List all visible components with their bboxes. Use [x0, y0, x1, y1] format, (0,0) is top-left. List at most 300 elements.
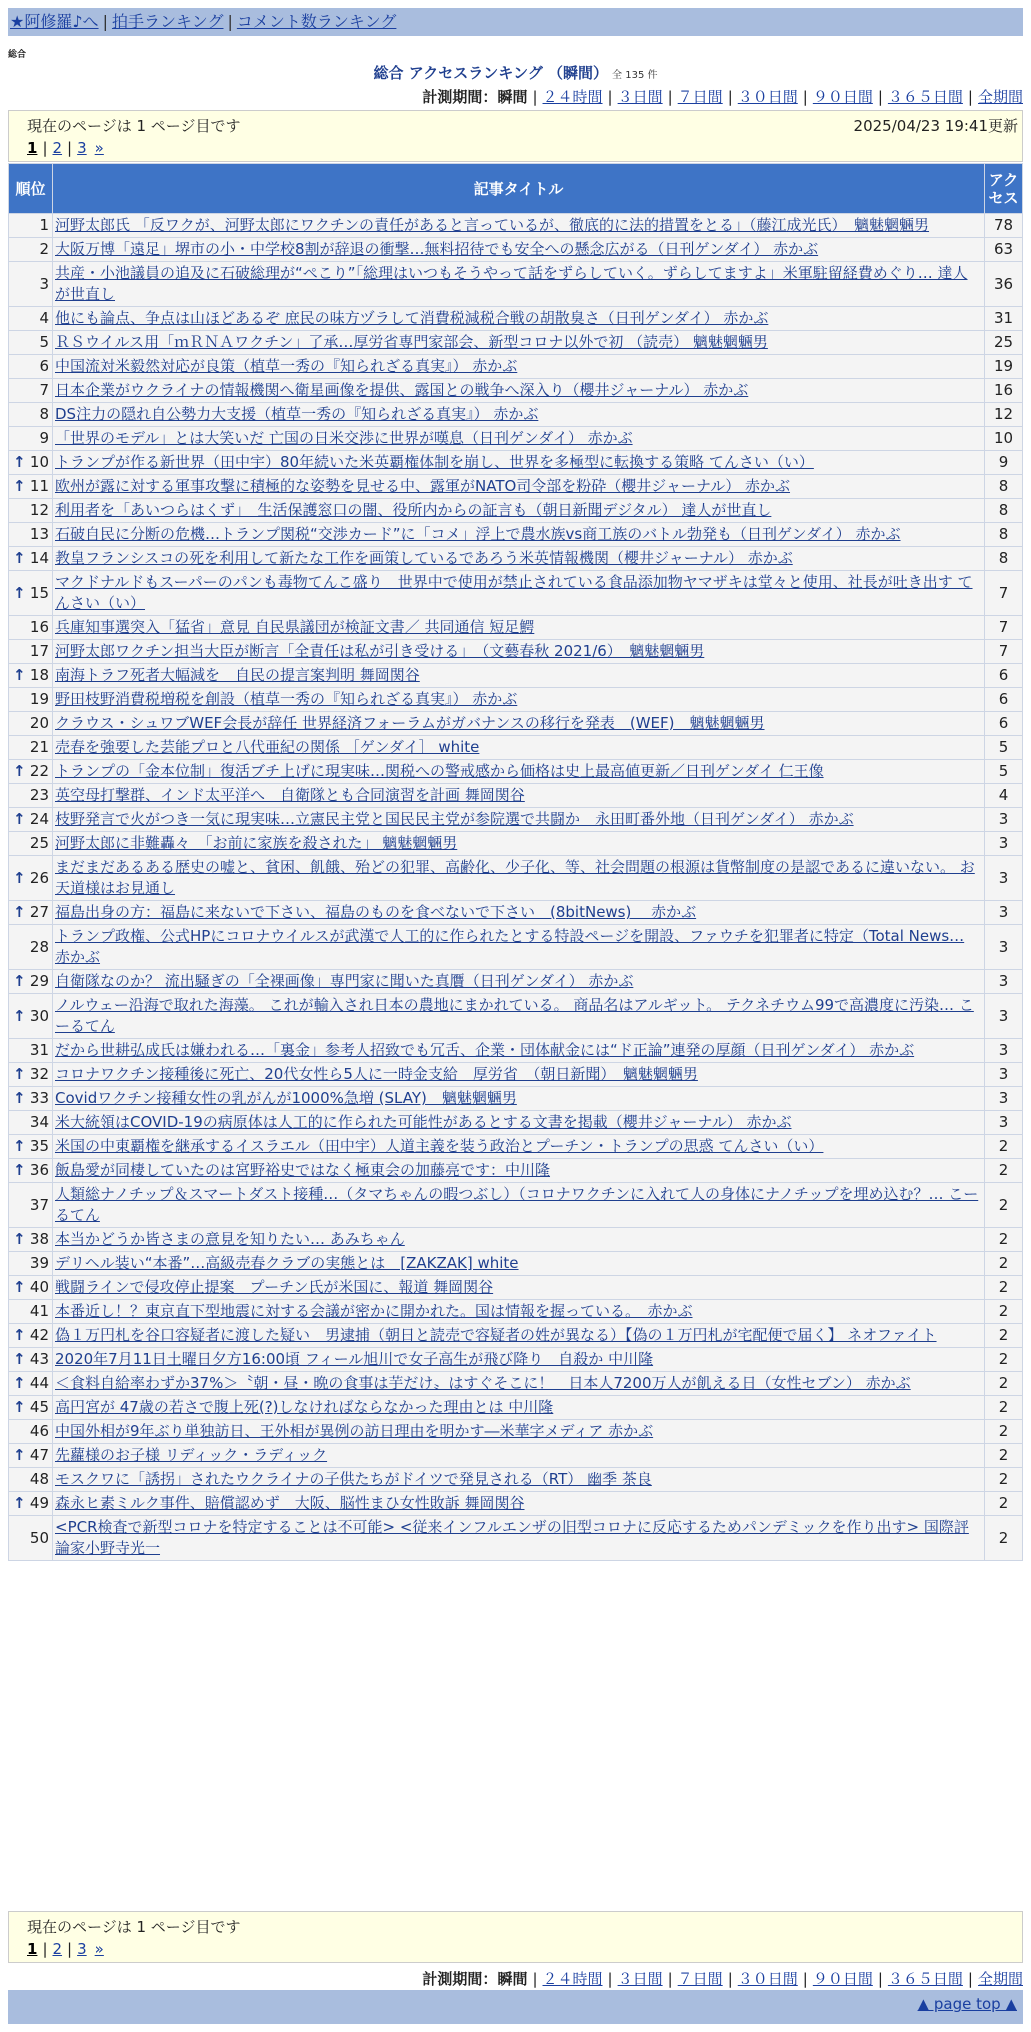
rank-number: 36 — [29, 1161, 49, 1179]
access-count: 9 — [985, 451, 1023, 475]
table-row — [9, 1468, 1023, 1492]
rank-number: 50 — [29, 1528, 49, 1547]
rank-cell — [9, 664, 53, 688]
rank-number: 29 — [29, 972, 49, 990]
table-row — [9, 970, 1023, 994]
rank-number: 17 — [29, 642, 49, 660]
period-option-link[interactable]: ３日間 — [617, 1970, 663, 1988]
article-title-link[interactable]: クラウス・シュワブWEF会長が辞任 世界経済フォーラムがガバナンスの移行を発表 (WEF) 魑魅魍魎男 — [55, 714, 765, 732]
rank-number: 45 — [29, 1398, 49, 1416]
article-title-link[interactable]: 偽１万円札を谷口容疑者に渡した疑い 男逮捕（朝日と読売で容疑者の姓が異なる）【偽の１万円札が宅配便で届く】 ネオファイト — [55, 1326, 937, 1344]
table-row — [9, 760, 1023, 784]
rank-cell — [9, 262, 53, 307]
access-count: 3 — [985, 901, 1023, 925]
title-cell — [53, 1111, 985, 1135]
access-count: 6 — [985, 688, 1023, 712]
rank-number: 25 — [29, 834, 49, 852]
access-count: 25 — [985, 331, 1023, 355]
up-arrow-icon: ↑ — [13, 762, 26, 780]
article-title-link[interactable]: トランプ政権、公式HPにコロナウイルスが武漢で人工的に作られたとする特設ページを開設、ファウチを犯罪者に特定（Total News… 赤かぶ — [55, 927, 965, 966]
page-link[interactable]: 2 — [52, 139, 63, 157]
table-row — [9, 499, 1023, 523]
rank-number: 22 — [29, 762, 49, 780]
access-count: 6 — [985, 664, 1023, 688]
access-count: 7 — [985, 640, 1023, 664]
access-count: 2 — [985, 1252, 1023, 1276]
rank-number: 15 — [29, 583, 49, 602]
nav-home-link[interactable]: ★阿修羅♪へ — [10, 12, 99, 31]
table-row — [9, 1348, 1023, 1372]
article-title-link[interactable]: 人類総ナノチップ＆スマートダスト接種…（タマちゃんの暇つぶし）（コロナワクチンに入れて人の身体にナノチップを埋め込む？… こーるてん — [55, 1185, 979, 1224]
nav-clap-ranking-link[interactable]: 拍手ランキング — [111, 12, 224, 31]
rank-cell — [9, 1063, 53, 1087]
period-separator: | — [667, 88, 673, 106]
article-title-link[interactable]: 「世界のモデル」とは大笑いだ 亡国の日米交渉に世界が嘆息（日刊ゲンダイ） 赤かぶ — [55, 429, 633, 447]
up-arrow-icon: ↑ — [13, 1065, 26, 1083]
updated-timestamp: 2025/04/23 19:41更新 — [853, 117, 1018, 135]
article-title-link[interactable]: 売春を強要した芸能プロと八代亜紀の関係 ［ゲンダイ］ white — [55, 738, 480, 756]
title-cell — [53, 1039, 985, 1063]
table-row — [9, 1516, 1023, 1561]
table-row — [9, 616, 1023, 640]
table-row — [9, 427, 1023, 451]
period-label: 計測期間： — [422, 1970, 498, 1988]
rank-cell — [9, 1252, 53, 1276]
rank-number: 27 — [29, 903, 49, 921]
access-count: 2 — [985, 1300, 1023, 1324]
rank-number: 24 — [29, 810, 49, 828]
title-cell — [53, 664, 985, 688]
table-row — [9, 832, 1023, 856]
table-row — [9, 994, 1023, 1039]
footer-bar — [8, 1990, 1023, 2024]
table-row — [9, 1420, 1023, 1444]
article-title-link[interactable]: 石破自民に分断の危機…トランプ関税“交渉カード”に「コメ」浮上で農水族vs商工族のバトル勃発も（日刊ゲンダイ） 赤かぶ — [55, 525, 901, 543]
access-count: 10 — [985, 427, 1023, 451]
table-row — [9, 331, 1023, 355]
rank-cell — [9, 1135, 53, 1159]
period-option-link[interactable]: ２４時間 — [542, 88, 603, 106]
rank-cell — [9, 1348, 53, 1372]
rank-number: 32 — [29, 1065, 49, 1083]
page-top-link[interactable]: ▲ page top ▲ — [917, 1995, 1017, 2013]
rank-number: 10 — [29, 453, 49, 471]
up-arrow-icon: ↑ — [13, 583, 26, 602]
rank-number: 3 — [39, 274, 49, 293]
rank-number: 19 — [29, 690, 49, 708]
pagination-box-top — [8, 110, 1023, 162]
table-row — [9, 712, 1023, 736]
period-option-link[interactable]: ９０日間 — [812, 88, 873, 106]
access-count: 2 — [985, 1159, 1023, 1183]
header-access: アクセス — [985, 164, 1023, 214]
rank-number: 34 — [29, 1113, 49, 1131]
rank-number: 6 — [39, 357, 49, 375]
rank-cell — [9, 1468, 53, 1492]
up-arrow-icon: ↑ — [13, 1006, 26, 1025]
up-arrow-icon: ↑ — [13, 477, 26, 495]
page-link[interactable]: 3 — [77, 139, 87, 157]
article-title-link[interactable]: 米国の中東覇権を継承するイスラエル（田中宇）人道主義を装う政治とプーチン・トランプの思惑 てんさい（い） — [55, 1137, 824, 1155]
article-title-link[interactable]: 野田枝野消費税増税を創設（植草一秀の『知られざる真実』） 赤かぶ — [55, 690, 518, 708]
title-cell — [53, 970, 985, 994]
article-title-link[interactable]: 大阪万博「遠足」堺市の小・中学校8割が辞退の衝撃…無料招待でも安全への懸念広がる（日刊ゲンダイ） 赤かぶ — [55, 240, 819, 258]
period-option-link[interactable]: ７日間 — [677, 88, 723, 106]
up-arrow-icon: ↑ — [13, 1398, 26, 1416]
access-count: 8 — [985, 523, 1023, 547]
period-option-link[interactable]: ３０日間 — [737, 88, 798, 106]
table-row — [9, 523, 1023, 547]
table-row — [9, 1159, 1023, 1183]
period-option-link[interactable]: ２４時間 — [542, 1970, 603, 1988]
title-cell — [53, 1252, 985, 1276]
table-row — [9, 403, 1023, 427]
article-title-link[interactable]: DS注力の隠れ自公勢力大支援（植草一秀の『知られざる真実』） 赤かぶ — [55, 405, 539, 423]
table-row — [9, 1300, 1023, 1324]
access-count: 6 — [985, 712, 1023, 736]
table-row — [9, 307, 1023, 331]
access-count: 2 — [985, 1348, 1023, 1372]
rank-cell — [9, 832, 53, 856]
title-cell — [53, 1348, 985, 1372]
rank-cell — [9, 379, 53, 403]
title-cell — [53, 1492, 985, 1516]
period-selector-top — [422, 86, 1023, 107]
rank-number: 9 — [39, 429, 49, 447]
access-count: 3 — [985, 970, 1023, 994]
article-title-link[interactable]: だから世耕弘成氏は嫌われる…「裏金」参考人招致でも冗舌、企業・団体献金には“ド正論”連発の厚顔（日刊ゲンダイ） 赤かぶ — [55, 1041, 915, 1059]
page-links — [27, 139, 104, 157]
rank-cell — [9, 475, 53, 499]
period-option-link[interactable]: 全期間 — [977, 1970, 1023, 1988]
table-row — [9, 355, 1023, 379]
rank-number: 44 — [29, 1374, 49, 1392]
up-arrow-icon: ↑ — [13, 868, 26, 887]
rank-number: 1 — [39, 216, 49, 234]
up-arrow-icon: ↑ — [13, 1089, 26, 1107]
article-title-link[interactable]: 南海トラフ死者大幅減を 自民の提言案判明 舞岡関谷 — [55, 666, 420, 684]
access-count: 3 — [985, 1063, 1023, 1087]
access-count: 3 — [985, 1111, 1023, 1135]
up-arrow-icon: ↑ — [13, 1350, 26, 1368]
period-separator: | — [607, 88, 613, 106]
up-arrow-icon: ↑ — [13, 1446, 26, 1464]
table-row — [9, 262, 1023, 307]
table-row — [9, 901, 1023, 925]
article-title-link[interactable]: 日本企業がウクライナの情報機関へ衛星画像を提供、露国との戦争へ深入り（櫻井ジャーナル） 赤かぶ — [55, 381, 749, 399]
title-cell — [53, 1228, 985, 1252]
article-title-link[interactable]: 欧州が露に対する軍事攻撃に積極的な姿勢を見せる中、露軍がNATO司令部を粉砕（櫻井ジャーナル） 赤かぶ — [55, 477, 791, 495]
access-count: 7 — [985, 616, 1023, 640]
rank-cell — [9, 499, 53, 523]
period-separator: | — [607, 1970, 613, 1988]
article-title-link[interactable]: ノルウェー沿海で取れた海藻。 これが輸入され日本の農地にまかれている。 商品名はアルギット。 テクネチウム99で高濃度に汚染… こーるてん — [55, 996, 974, 1035]
title-cell — [53, 784, 985, 808]
table-row — [9, 1492, 1023, 1516]
rank-cell — [9, 901, 53, 925]
up-arrow-icon: ↑ — [13, 1494, 26, 1512]
up-arrow-icon: ↑ — [13, 810, 26, 828]
table-row — [9, 1396, 1023, 1420]
table-row — [9, 1252, 1023, 1276]
period-current: 瞬間 — [497, 1970, 528, 1988]
rank-cell — [9, 1228, 53, 1252]
period-option-link[interactable]: ７日間 — [677, 1970, 723, 1988]
title-cell — [53, 808, 985, 832]
article-title-link[interactable]: 河野太郎に非難轟々 「お前に家族を殺された」 魑魅魍魎男 — [55, 834, 458, 852]
article-title-link[interactable]: 英空母打撃群、インド太平洋へ 自衛隊とも合同演習を計画 舞岡関谷 — [55, 786, 525, 804]
rank-cell — [9, 784, 53, 808]
table-row — [9, 214, 1023, 238]
rank-cell — [9, 1159, 53, 1183]
title-cell — [53, 1324, 985, 1348]
up-arrow-icon: ↑ — [13, 972, 26, 990]
rank-cell — [9, 1516, 53, 1561]
article-title-link[interactable]: マクドナルドもスーパーのパンも毒物てんこ盛り 世界中で使用が禁止されている食品添加物ヤマザキは堂々と使用、社長が吐き出す てんさい（い） — [55, 573, 973, 612]
table-row — [9, 664, 1023, 688]
article-title-link[interactable]: 先蘿様のお子様 リディック・ラディック — [55, 1446, 328, 1464]
nav-comment-ranking-link[interactable]: コメント数ランキング — [236, 12, 397, 31]
article-title-link[interactable]: ＜食料自給率わずか37%＞〝朝・昼・晩の食事は芋だけ〟はすぐそこに！ 日本人7200万人が飢える日（女性セブン） 赤かぶ — [55, 1374, 911, 1392]
up-arrow-icon: ↑ — [13, 1326, 26, 1344]
article-title-link[interactable]: 兵庫知事選突入「猛省」意見 自民県議団が検証文書／ 共同通信 短足鰐 — [55, 618, 535, 636]
article-title-link[interactable]: ＲＳウイルス用「ｍＲＮＡワクチン」了承…厚労省専門家部会、新型コロナ以外で初 （読売） 魑魅魍魎男 — [55, 333, 768, 351]
title-cell — [53, 925, 985, 970]
access-count: 5 — [985, 760, 1023, 784]
table-row — [9, 784, 1023, 808]
period-option-link[interactable]: ３６５日間 — [887, 1970, 963, 1988]
period-option-link[interactable]: ３６５日間 — [887, 88, 963, 106]
article-title-link[interactable]: トランプが作る新世界（田中宇）80年続いた米英覇権体制を崩し、世界を多極型に転換する策略 てんさい（い） — [55, 453, 814, 471]
article-title-link[interactable]: 中国流対米毅然対応が良策（植草一秀の『知られざる真実』） 赤かぶ — [55, 357, 518, 375]
article-title-link[interactable]: 高円宮が 47歳の若さで腹上死(?)しなければならなかった理由とは 中川隆 — [55, 1398, 554, 1416]
page-separator: | — [42, 139, 48, 157]
title-cell — [53, 760, 985, 784]
top-nav-bar — [8, 8, 1023, 36]
article-title-link[interactable]: Covidワクチン接種女性の乳がんが1000%急増 (SLAY) 魑魅魍魎男 — [55, 1089, 517, 1107]
article-title-link[interactable]: コロナワクチン接種後に死亡、20代女性ら5人に一時金支給 厚労省 （朝日新聞） 魑魅魍魎男 — [55, 1065, 698, 1083]
rank-number: 46 — [29, 1422, 49, 1440]
up-arrow-icon: ↑ — [13, 1161, 26, 1179]
title-cell — [53, 688, 985, 712]
access-count: 16 — [985, 379, 1023, 403]
title-cell — [53, 1300, 985, 1324]
title-cell — [53, 262, 985, 307]
header-title: 記事タイトル — [53, 164, 985, 214]
access-count: 2 — [985, 1183, 1023, 1228]
rank-cell — [9, 688, 53, 712]
rank-cell — [9, 1492, 53, 1516]
period-separator: | — [802, 88, 808, 106]
title-cell — [53, 1468, 985, 1492]
access-count: 3 — [985, 994, 1023, 1039]
rank-number: 48 — [29, 1470, 49, 1488]
rank-number: 11 — [29, 477, 49, 495]
title-cell — [53, 1135, 985, 1159]
table-row — [9, 547, 1023, 571]
title-cell — [53, 331, 985, 355]
title-cell — [53, 403, 985, 427]
rank-number: 42 — [29, 1326, 49, 1344]
up-arrow-icon: ↑ — [13, 903, 26, 921]
access-count: 3 — [985, 832, 1023, 856]
article-title-link[interactable]: 福島出身の方：福島に来ないで下さい、福島のものを食べないで下さい (8bitNews) 赤かぶ — [55, 903, 697, 921]
article-title-link[interactable]: まだまだあるある歴史の嘘と、貧困、飢餓、殆どの犯罪、高齢化、少子化、等、社会問題の根源は貨幣制度の是認であるに違いない。 お天道様はお見通し — [55, 858, 975, 897]
table-row — [9, 1087, 1023, 1111]
rank-number: 28 — [29, 937, 49, 956]
article-title-link[interactable]: 本番近し！？東京直下型地震に対する会議が密かに開かれた。国は情報を握っている。 赤かぶ — [55, 1302, 693, 1320]
table-row — [9, 1135, 1023, 1159]
rank-cell — [9, 307, 53, 331]
title-cell — [53, 523, 985, 547]
access-count: 2 — [985, 1468, 1023, 1492]
rank-number: 35 — [29, 1137, 49, 1155]
article-title-link[interactable]: 本当かどうか皆さまの意見を知りたい… あみちゃん — [55, 1230, 405, 1248]
title-cell — [53, 238, 985, 262]
page-link[interactable]: 3 — [77, 1940, 87, 1958]
rank-cell — [9, 451, 53, 475]
title-cell — [53, 475, 985, 499]
access-count: 78 — [985, 214, 1023, 238]
rank-cell — [9, 547, 53, 571]
article-title-link[interactable]: 米大統領はCOVID-19の病原体は人工的に作られた可能性があるとする文書を掲載（櫻井ジャーナル） 赤かぶ — [55, 1113, 792, 1131]
rank-number: 21 — [29, 738, 49, 756]
rank-number: 49 — [29, 1494, 49, 1512]
period-option-link[interactable]: ３日間 — [617, 88, 663, 106]
article-title-link[interactable]: 河野太郎ワクチン担当大臣が断言「全責任は私が引き受ける」 （文藝春秋 2021/6） 魑魅魍魎男 — [55, 642, 705, 660]
page-separator: | — [42, 1940, 48, 1958]
period-separator: | — [877, 1970, 883, 1988]
article-title-link[interactable]: 教皇フランシスコの死を利用して新たな工作を画策しているであろう米英情報機関（櫻井ジャーナル） 赤かぶ — [55, 549, 793, 567]
rank-cell — [9, 1087, 53, 1111]
period-option-link[interactable]: ３０日間 — [737, 1970, 798, 1988]
period-option-link[interactable]: ９０日間 — [812, 1970, 873, 1988]
period-separator: | — [727, 88, 733, 106]
access-count: 8 — [985, 499, 1023, 523]
period-option-link[interactable]: 全期間 — [977, 88, 1023, 106]
page-link[interactable]: 2 — [52, 1940, 63, 1958]
table-row — [9, 1372, 1023, 1396]
title-cell — [53, 1396, 985, 1420]
access-count: 2 — [985, 1135, 1023, 1159]
next-page-link[interactable]: » — [94, 139, 104, 157]
rank-cell — [9, 571, 53, 616]
article-title-link[interactable]: 森永ヒ素ミルク事件、賠償認めず 大阪、脳性まひ女性敗訴 舞岡関谷 — [55, 1494, 525, 1512]
rank-number: 33 — [29, 1089, 49, 1107]
access-count: 5 — [985, 736, 1023, 760]
rank-number: 26 — [29, 868, 49, 887]
access-count: 3 — [985, 1087, 1023, 1111]
table-row — [9, 475, 1023, 499]
up-arrow-icon: ↑ — [13, 1137, 26, 1155]
article-title-link[interactable]: <PCR検査で新型コロナを特定することは不可能> <従来インフルエンザの旧型コロナに反応するためパンデミックを作り出す> 国際評論家小野寺光一 — [55, 1518, 969, 1557]
rank-number: 4 — [39, 309, 49, 327]
access-count: 2 — [985, 1372, 1023, 1396]
header-rank: 順位 — [9, 164, 53, 214]
period-separator: | — [532, 1970, 538, 1988]
up-arrow-icon: ↑ — [13, 1374, 26, 1392]
rank-number: 8 — [39, 405, 49, 423]
rank-cell — [9, 1372, 53, 1396]
article-title-link[interactable]: 他にも論点、争点は山ほどあるぞ 庶民の味方ヅラして消費税減税合戦の胡散臭さ（日刊ゲンダイ） 赤かぶ — [55, 309, 769, 327]
title-cell — [53, 1276, 985, 1300]
rank-cell — [9, 403, 53, 427]
table-row — [9, 571, 1023, 616]
title-cell — [53, 640, 985, 664]
article-title-link[interactable]: 河野太郎氏 「反ワクが、河野太郎にワクチンの責任があると言っているが、徹底的に法的措置をとる」（藤江成光氏） 魑魅魍魎男 — [55, 216, 930, 234]
table-row — [9, 808, 1023, 832]
access-count: 7 — [985, 571, 1023, 616]
article-title-link[interactable]: 利用者を「あいつらはくず」 生活保護窓口の闇、役所内からの証言も（朝日新聞デジタル） 達人が世直し — [55, 501, 772, 519]
ranking-rows — [9, 214, 1023, 1561]
title-cell — [53, 1063, 985, 1087]
item-count: 全 135 件 — [612, 70, 658, 81]
article-title-link[interactable]: トランプの「金本位制」復活ブチ上げに現実味…関税への警戒感から価格は史上最高値更新／日刊ゲンダイ 仁王像 — [55, 762, 824, 780]
rank-number: 18 — [29, 666, 49, 684]
page-separator: | — [67, 139, 73, 157]
article-title-link[interactable]: モスクワに「誘拐」されたウクライナの子供たちがドイツで発見される（RT） 幽季 茶良 — [55, 1470, 652, 1488]
period-separator: | — [967, 1970, 973, 1988]
article-title-link[interactable]: 中国外相が9年ぶり単独訪日、王外相が異例の訪日理由を明かす―米華字メディア 赤かぶ — [55, 1422, 654, 1440]
pagination-box-bottom — [8, 1911, 1023, 1963]
period-separator: | — [967, 88, 973, 106]
title-cell — [53, 427, 985, 451]
title-cell — [53, 736, 985, 760]
title-cell — [53, 1516, 985, 1561]
title-cell — [53, 901, 985, 925]
table-row — [9, 1324, 1023, 1348]
access-count: 63 — [985, 238, 1023, 262]
next-page-link[interactable]: » — [94, 1940, 104, 1958]
rank-cell — [9, 1300, 53, 1324]
access-count: 31 — [985, 307, 1023, 331]
article-title-link[interactable]: 共産・小池議員の追及に石破総理が“ぺこり”「総理はいつもそうやって話をずらしていく。ずらしてますよ」米軍駐留経費めぐり… 達人が世直し — [55, 264, 968, 303]
article-title-link[interactable]: 戦闘ラインで侵攻停止提案 プーチン氏が米国に、報道 舞岡関谷 — [55, 1278, 494, 1296]
article-title-link[interactable]: 2020年7月11日土曜日夕方16:00頃 フィール旭川で女子高生が飛び降り 自殺か 中川隆 — [55, 1350, 654, 1368]
article-title-link[interactable]: 枝野発言で火がつき一気に現実味…立憲民主党と国民民主党が参院選で共闘か 永田町番外地（日刊ゲンダイ） 赤かぶ — [55, 810, 854, 828]
title-cell — [53, 832, 985, 856]
rank-number: 47 — [29, 1446, 49, 1464]
access-count: 3 — [985, 808, 1023, 832]
rank-number: 13 — [29, 525, 49, 543]
article-title-link[interactable]: デリヘル装い“本番”…高級売春クラブの実態とは [ZAKZAK] white — [55, 1254, 519, 1272]
title-cell — [53, 1372, 985, 1396]
access-count: 2 — [985, 1516, 1023, 1561]
access-count: 3 — [985, 925, 1023, 970]
access-count: 2 — [985, 1324, 1023, 1348]
table-row — [9, 451, 1023, 475]
period-separator: | — [727, 1970, 733, 1988]
rank-cell — [9, 712, 53, 736]
rank-number: 12 — [29, 501, 49, 519]
article-title-link[interactable]: 飯島愛が同棲していたのは宮野裕史ではなく極東会の加藤亮です：中川隆 — [55, 1161, 551, 1179]
table-row — [9, 856, 1023, 901]
page-current: 1 — [27, 139, 38, 157]
article-title-link[interactable]: 自衛隊なのか？ 流出騒ぎの「全裸画像」専門家に聞いた真贋（日刊ゲンダイ） 赤かぶ — [55, 972, 634, 990]
title-cell — [53, 451, 985, 475]
rank-cell — [9, 925, 53, 970]
access-count: 2 — [985, 1492, 1023, 1516]
title-cell — [53, 994, 985, 1039]
period-separator: | — [877, 88, 883, 106]
rank-cell — [9, 1111, 53, 1135]
title-cell — [53, 379, 985, 403]
rank-cell — [9, 808, 53, 832]
up-arrow-icon: ↑ — [13, 1230, 26, 1248]
rank-number: 39 — [29, 1254, 49, 1272]
rank-cell — [9, 1039, 53, 1063]
rank-number: 30 — [29, 1006, 49, 1025]
